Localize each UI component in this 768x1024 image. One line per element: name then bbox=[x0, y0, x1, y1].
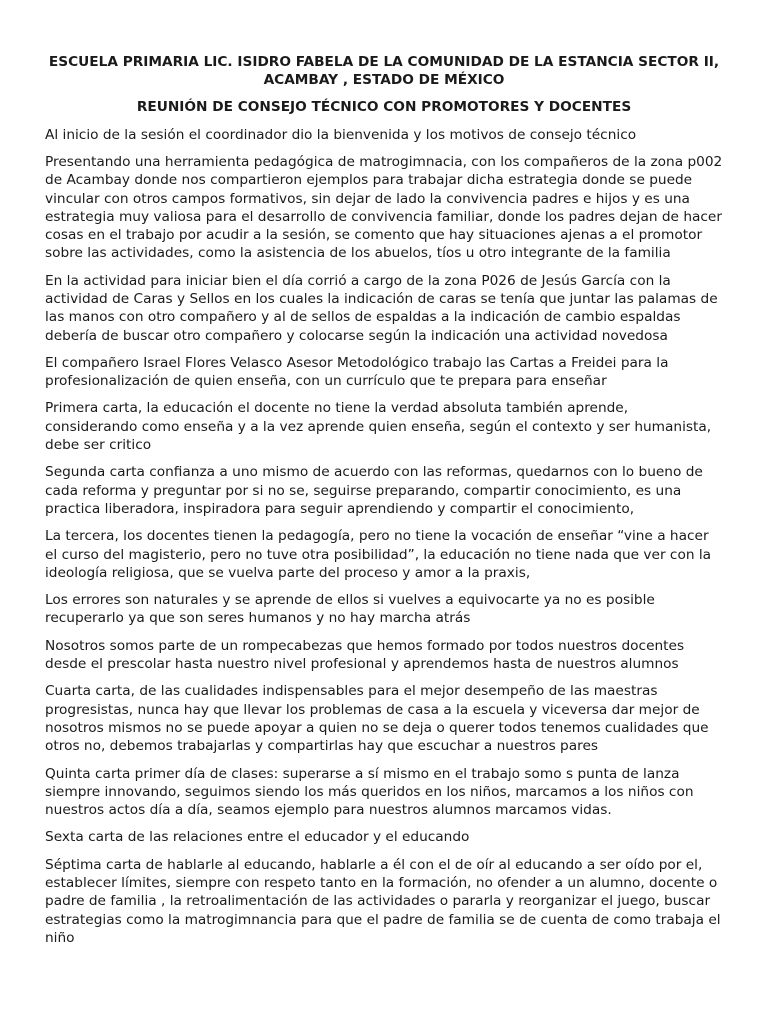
document-page bbox=[45, 53, 723, 947]
paragraph-cuarta-carta: Cuarta carta, de las cualidades indispensables para el mejor desempeño de las maestras progresistas, nunca hay que llevar los problemas de casa a la escuela y viceversa dar mejor de nosotros mismos no se puede apoyar a quien no se deja o querer todos tenemos cualidades que otros no, debemos trabajarlas y compartirlas hay que escuchar a nuestros pares bbox=[45, 683, 709, 755]
paragraph-rompecabezas: Nosotros somos parte de un rompecabezas que hemos formado por todos nuestros docentes desde el prescolar hasta nuestro nivel profesional y aprendemos hasta de nuestros alumnos bbox=[45, 637, 685, 673]
meeting-title: REUNIÓN DE CONSEJO TÉCNICO CON PROMOTORES Y DOCENTES bbox=[136, 99, 632, 116]
school-heading-line-2: ACAMBAY , ESTADO DE MÉXICO bbox=[263, 72, 505, 89]
paragraph-quinta-carta: Quinta carta primer día de clases: superarse a sí mismo en el trabajo somo s punta de lanza siempre innovando, seguimos siendo los más queridos en los niños, marcamos a los niños con nuestros actos día a día, seamos ejemplo para nuestros alumnos marcamos vidas. bbox=[45, 765, 694, 819]
school-heading-line-1: ESCUELA PRIMARIA LIC. ISIDRO FABELA DE LA COMUNIDAD DE LA ESTANCIA SECTOR II, bbox=[48, 54, 720, 70]
paragraph-cartas-intro: El compañero Israel Flores Velasco Asesor Metodológico trabajo las Cartas a Freidei para la profesionalización de quien enseña, con un currículo que te prepara para enseñar bbox=[45, 354, 669, 390]
paragraph-welcome: Al inicio de la sesión el coordinador dio la bienvenida y los motivos de consejo técnico bbox=[45, 126, 637, 143]
paragraph-caras-y-sellos: En la actividad para iniciar bien el día corrió a cargo de la zona P026 de Jesús García con la actividad de Caras y Sellos en los cuales la indicación de caras se tenía que juntar las palamas de las manos con otro compañero y al de sellos de espaldas a la indicación de cambio espaldas debería de buscar otro compañero y colocarse según la indicación una actividad novedosa bbox=[45, 272, 718, 344]
paragraph-segunda-carta: Segunda carta confianza a uno mismo de acuerdo con las reformas, quedarnos con lo bueno de cada reforma y preguntar por si no se, seguirse preparando, compartir conocimiento, es una practica liberadora, inspiradora para seguir aprendiendo y compartir el conocimiento, bbox=[45, 464, 703, 517]
paragraph-tercera-carta: La tercera, los docentes tienen la pedagogía, pero no tiene la vocación de enseñar “vine a hacer el curso del magisterio, pero no tuve otra posibilidad”, la educación no tiene nada que ver con la ideología religiosa, que se vuelva parte del proceso y amor a la praxis, bbox=[45, 528, 712, 581]
paragraph-primera-carta: Primera carta, la educación el docente no tiene la verdad absoluta también aprende, considerando como enseña y a la vez aprende quien enseña, según el contexto y ser humanista, debe ser critico bbox=[45, 400, 712, 454]
paragraph-sexta-carta: Sexta carta de las relaciones entre el educador y el educando bbox=[45, 829, 470, 846]
paragraph-errores: Los errores son naturales y se aprende de ellos si vuelves a equivocarte ya no es posible recuperarlo ya que son seres humanos y no hay marcha atrás bbox=[45, 592, 655, 627]
school-heading bbox=[45, 53, 723, 89]
paragraph-septima-carta: Séptima carta de hablarle al educando, hablarle a él con el de oír al educando a ser oído por el, establecer límites, siempre con respeto tanto en la formación, no ofender a un alumno, docente o padre de familia , la retroalimentación de las actividades o pararla y reorganizar el juego, buscar estrategias como la matrogimnancia para que el padre de familia se de cuenta de como trabaja el niño bbox=[45, 856, 721, 946]
paragraph-matrogimnasia: Presentando una herramienta pedagógica de matrogimnacia, con los compañeros de la zona p002 de Acambay donde nos compartieron ejemplos para trabajar dicha estrategia donde se puede vincular con otros campos formativos, sin dejar de lado la convivencia padres e hijos y es una estrategia muy valiosa para el desarrollo de convivencia familiar, donde los padres dejan de hacer cosas en el trabajo por acudir a la sesión, se comento que hay situaciones ajenas a el promotor sobre las actividades, como la asistencia de los abuelos, tíos u otro integrante de la familia bbox=[45, 153, 723, 262]
